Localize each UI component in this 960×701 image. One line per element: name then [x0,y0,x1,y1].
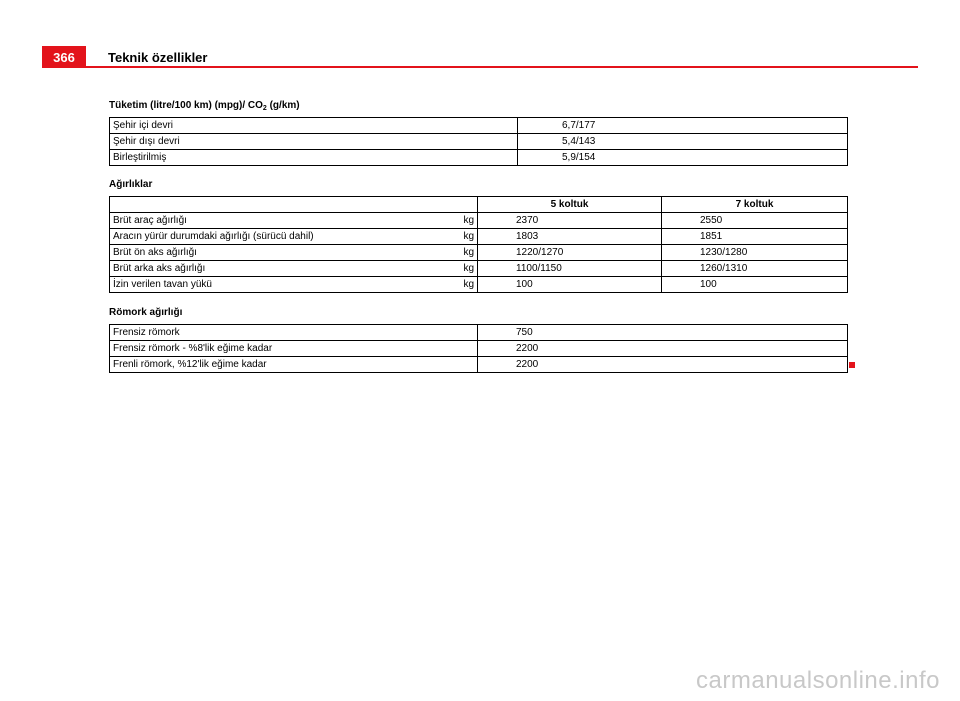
weight-label: Aracın yürür durumdaki ağırlığı (sürücü dahil) [110,229,450,245]
weight-unit: kg [450,261,478,277]
consumption-table [109,117,848,166]
trailer-label: Frenli römork, %12'lik eğime kadar [110,357,478,373]
table-row [110,134,848,150]
trailer-label: Frensiz römork [110,325,478,341]
weight-unit: kg [450,229,478,245]
weight-value-7: 1260/1310 [662,261,848,277]
table-row [110,325,848,341]
weight-value-7: 1230/1280 [662,245,848,261]
consumption-label: Şehir dışı devri [110,134,518,150]
weight-value-5: 100 [478,277,662,293]
weights-title: Ağırlıklar [109,179,153,190]
consumption-label: Birleştirilmiş [110,150,518,166]
section-end-marker [849,362,855,368]
weight-value-7: 1851 [662,229,848,245]
weight-value-5: 1100/1150 [478,261,662,277]
table-row [110,150,848,166]
table-row [110,245,848,261]
consumption-value: 6,7/177 [518,118,848,134]
consumption-value: 5,4/143 [518,134,848,150]
consumption-title-main: Tüketim (litre/100 km) (mpg)/ CO [109,100,263,111]
weight-value-5: 1220/1270 [478,245,662,261]
column-header-7-seat: 7 koltuk [662,197,848,213]
table-row [110,213,848,229]
weight-value-7: 100 [662,277,848,293]
consumption-title-sub: 2 [262,105,267,112]
column-header-5-seat: 5 koltuk [478,197,662,213]
weight-unit: kg [450,245,478,261]
page-number: 366 [42,46,86,68]
watermark: carmanualsonline.info [696,667,940,694]
consumption-value: 5,9/154 [518,150,848,166]
weight-value-7: 2550 [662,213,848,229]
table-row [110,341,848,357]
table-row [110,357,848,373]
trailer-label: Frensiz römork - %8'lik eğime kadar [110,341,478,357]
trailer-value: 750 [478,325,848,341]
consumption-title-end: (g/km) [266,100,300,111]
consumption-label: Şehir içi devri [110,118,518,134]
weight-label: Brüt ön aks ağırlığı [110,245,450,261]
trailer-table [109,324,848,373]
header-rule [42,66,918,68]
trailer-value: 2200 [478,341,848,357]
page-title: Teknik özellikler [108,50,208,65]
weight-value-5: 2370 [478,213,662,229]
weight-label: Brüt arka aks ağırlığı [110,261,450,277]
weight-unit: kg [450,213,478,229]
page-header [42,46,918,68]
table-row [110,261,848,277]
trailer-value: 2200 [478,357,848,373]
weights-empty-header [110,197,478,213]
table-row [110,277,848,293]
table-header-row [110,197,848,213]
table-row [110,229,848,245]
weights-table [109,196,848,293]
trailer-title: Römork ağırlığı [109,307,183,318]
weight-label: Brüt araç ağırlığı [110,213,450,229]
weight-label: İzin verilen tavan yükü [110,277,450,293]
weight-unit: kg [450,277,478,293]
table-row [110,118,848,134]
consumption-title [109,100,300,112]
weight-value-5: 1803 [478,229,662,245]
